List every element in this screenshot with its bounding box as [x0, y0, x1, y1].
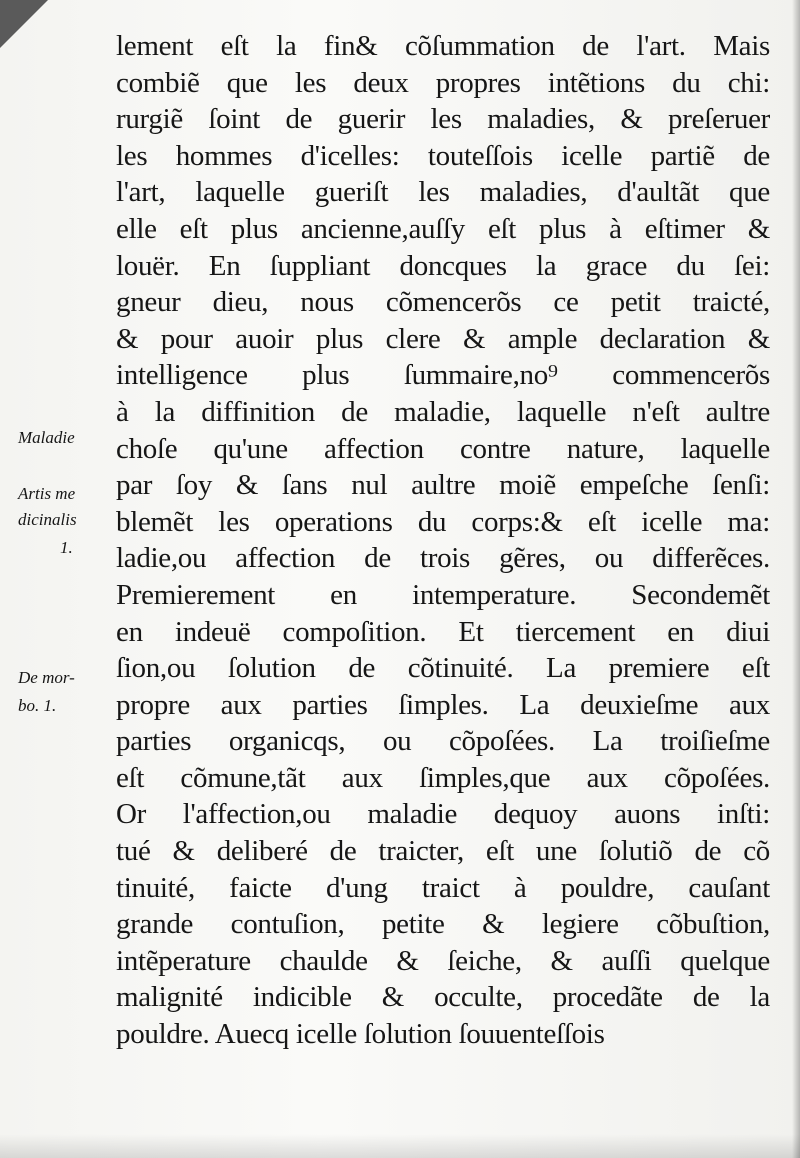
text-line: pouldre. Auecq icelle ſolution ſouuenteſſois: [116, 1018, 605, 1051]
margin-note-de-morbo: De mor-: [18, 668, 75, 687]
text-line: & pour auoir plus clere & ample declaration &: [116, 322, 770, 355]
margin-note-artis-medicinalis: dicinalis: [18, 510, 77, 529]
text-line: tinuité, faicte d'ung traict à pouldre, cauſant: [116, 871, 770, 904]
page-corner-fold: [0, 0, 48, 48]
text-line: malignité indicible & occulte, procedãte de la: [116, 981, 770, 1014]
text-line: ladie,ou affection de trois gẽres, ou differẽces.: [116, 542, 770, 575]
text-line: elle eſt plus ancienne,auſſy eſt plus à eſtimer &: [116, 212, 770, 245]
text-line: eſt cõmune,tãt aux ſimples,que aux cõpoſées.: [116, 761, 770, 794]
margin-note-artis-medicinalis: 1.: [60, 538, 73, 557]
page-edge-shadow: [792, 0, 800, 1158]
margin-note-de-morbo: bo. 1.: [18, 696, 57, 715]
text-line: grande contuſion, petite & legiere cõbuſtion,: [116, 908, 770, 941]
text-line: lement eſt la fin& cõſummation de l'art. Mais: [116, 30, 770, 62]
text-line: choſe qu'une affection contre nature, laquelle: [116, 432, 770, 465]
text-line: intelligence plus ſummaire,no⁹ commencerõs: [116, 359, 770, 392]
margin-note-maladie: Maladie: [18, 428, 75, 447]
text-line: louër. En ſuppliant doncques la grace du ſei:: [116, 249, 770, 282]
margin-note-artis-medicinalis: Artis me: [18, 484, 76, 503]
text-line: propre aux parties ſimples. La deuxieſme aux: [116, 688, 770, 721]
text-line: gneur dieu, nous cõmencerõs ce petit traicté,: [116, 286, 770, 319]
text-line: Or l'affection,ou maladie dequoy auons inſti:: [116, 798, 770, 831]
text-line: en indeuë compoſition. Et tiercement en diui: [116, 615, 770, 648]
text-line: Premierement en intemperature. Secondemẽt: [116, 578, 770, 611]
page-bottom-shadow: [0, 1134, 800, 1158]
text-line: les hommes d'icelles: touteſſois icelle partiẽ de: [116, 139, 770, 172]
text-line: par ſoy & ſans nul aultre moiẽ empeſche ſenſi:: [116, 469, 770, 502]
text-line: l'art, laquelle gueriſt les maladies, d'aultãt que: [116, 176, 770, 209]
text-line: tué & deliberé de traicter, eſt une ſolutiõ de cõ: [116, 835, 770, 868]
text-line: ſion,ou ſolution de cõtinuité. La premiere eſt: [116, 652, 770, 685]
text-line: intẽperature chaulde & ſeiche, & auſſi quelque: [116, 944, 770, 977]
body-text: [116, 28, 770, 1053]
text-line: à la diffinition de maladie, laquelle n'eſt aultre: [116, 395, 770, 428]
text-line: parties organicqs, ou cõpoſées. La troiſieſme: [116, 725, 770, 758]
text-line: rurgiẽ ſoint de guerir les maladies, & preſeruer: [116, 103, 770, 136]
text-line: combiẽ que les deux propres intẽtions du chi:: [116, 66, 770, 99]
text-line: blemẽt les operations du corps:& eſt icelle ma:: [116, 505, 770, 538]
